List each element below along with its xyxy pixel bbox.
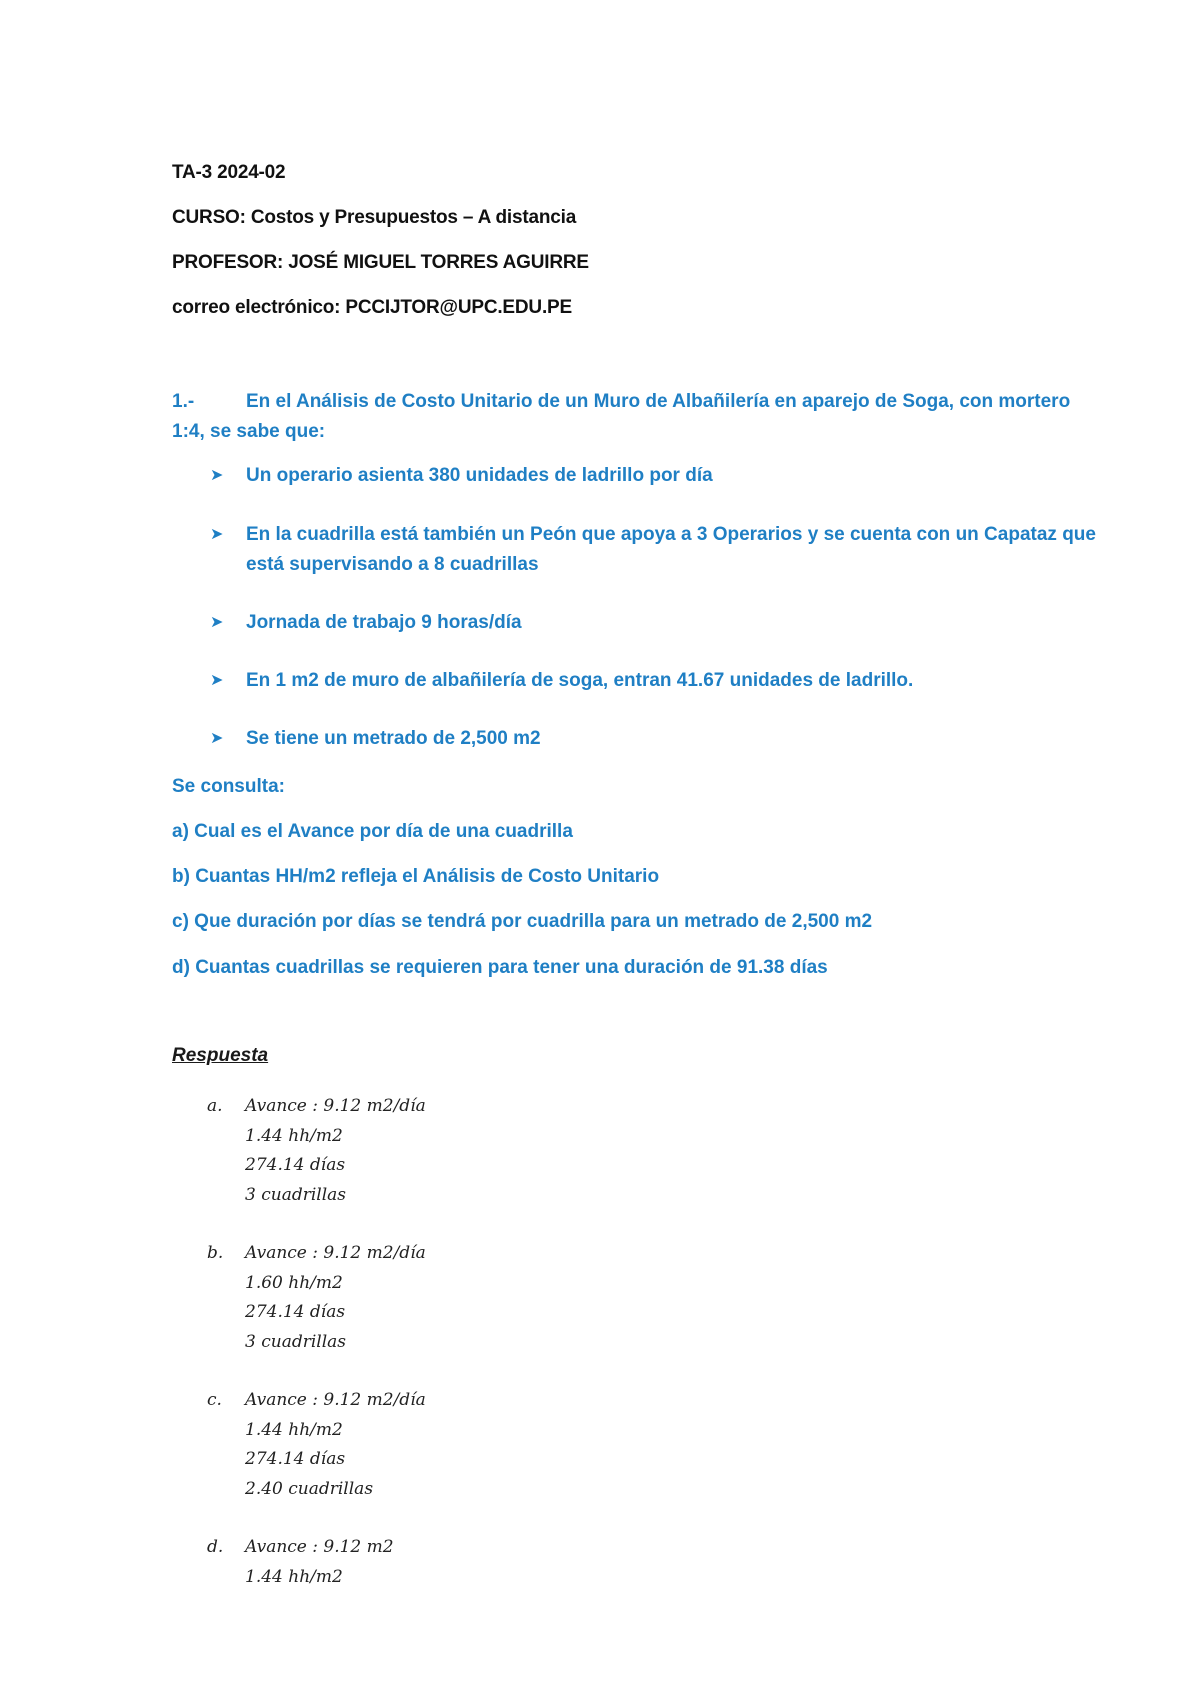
option-line: 1.60 hh/m2 [245,1272,343,1293]
arrowhead-bullet-icon: ➤ [210,730,224,747]
professor-line: PROFESOR: JOSÉ MIGUEL TORRES AGUIRRE [172,252,589,273]
option-line: Avance : 9.12 m2/día [245,1243,426,1263]
email-line: correo electrónico: PCCIJTOR@UPC.EDU.PE [172,297,572,318]
arrowhead-bullet-icon: ➤ [210,526,224,543]
option-line: 3 cuadrillas [245,1331,347,1352]
subquestion-c: c) Que duración por días se tendrá por cuadrilla para un metrado de 2,500 m2 [172,911,873,932]
bullet-item [210,608,1110,638]
option-line: 2.40 cuadrillas [245,1478,374,1499]
course-line: CURSO: Costos y Presupuestos – A distancia [172,207,577,228]
arrowhead-bullet-icon: ➤ [210,672,224,689]
question-intro-line2: 1:4, se sabe que: [172,421,326,442]
bullet-text: Jornada de trabajo 9 horas/día [246,612,522,633]
option-line: 274.14 días [245,1155,346,1175]
question-intro-line1: En el Análisis de Costo Unitario de un Muro de Albañilería en aparejo de Soga, con mortero [246,391,1071,412]
bullet-item [210,724,1110,754]
option-letter: c. [207,1390,222,1410]
bullet-text: Se tiene un metrado de 2,500 m2 [246,728,541,749]
arrowhead-bullet-icon: ➤ [210,467,224,484]
option-line: Avance : 9.12 m2 [245,1537,394,1557]
option-letter: d. [207,1537,224,1557]
option-line: Avance : 9.12 m2/día [245,1390,426,1410]
bullet-item [210,520,1110,580]
option-line: 3 cuadrillas [245,1184,347,1205]
bullet-item [210,666,1110,696]
bullet-text: En 1 m2 de muro de albañilería de soga, entran 41.67 unidades de ladrillo. [246,670,914,691]
consult-label: Se consulta: [172,776,285,797]
subquestion-d: d) Cuantas cuadrillas se requieren para tener una duración de 91.38 días [172,957,828,978]
subquestion-a: a) Cual es el Avance por día de una cuadrilla [172,821,573,842]
bullet-item [210,461,1110,491]
bullet-text: En la cuadrilla está también un Peón que apoya a 3 Operarios y se cuenta con un Capataz que está supervisando a 8 cuadrillas [246,524,1096,575]
option-line: 1.44 hh/m2 [245,1419,343,1440]
option-letter: a. [207,1096,223,1116]
question-number: 1.- [172,391,195,412]
option-letter: b. [207,1243,224,1263]
option-line: Avance : 9.12 m2/día [245,1096,426,1116]
option-line: 1.44 hh/m2 [245,1125,343,1146]
option-line: 274.14 días [245,1302,346,1322]
question-intro [172,387,1102,447]
assignment-code: TA-3 2024-02 [172,162,286,183]
answer-title: Respuesta [172,1045,269,1066]
subquestion-b: b) Cuantas HH/m2 refleja el Análisis de Costo Unitario [172,866,660,887]
arrowhead-bullet-icon: ➤ [210,614,224,631]
bullet-text: Un operario asienta 380 unidades de ladrillo por día [246,465,713,486]
option-line: 274.14 días [245,1449,346,1469]
option-line: 1.44 hh/m2 [245,1566,343,1587]
